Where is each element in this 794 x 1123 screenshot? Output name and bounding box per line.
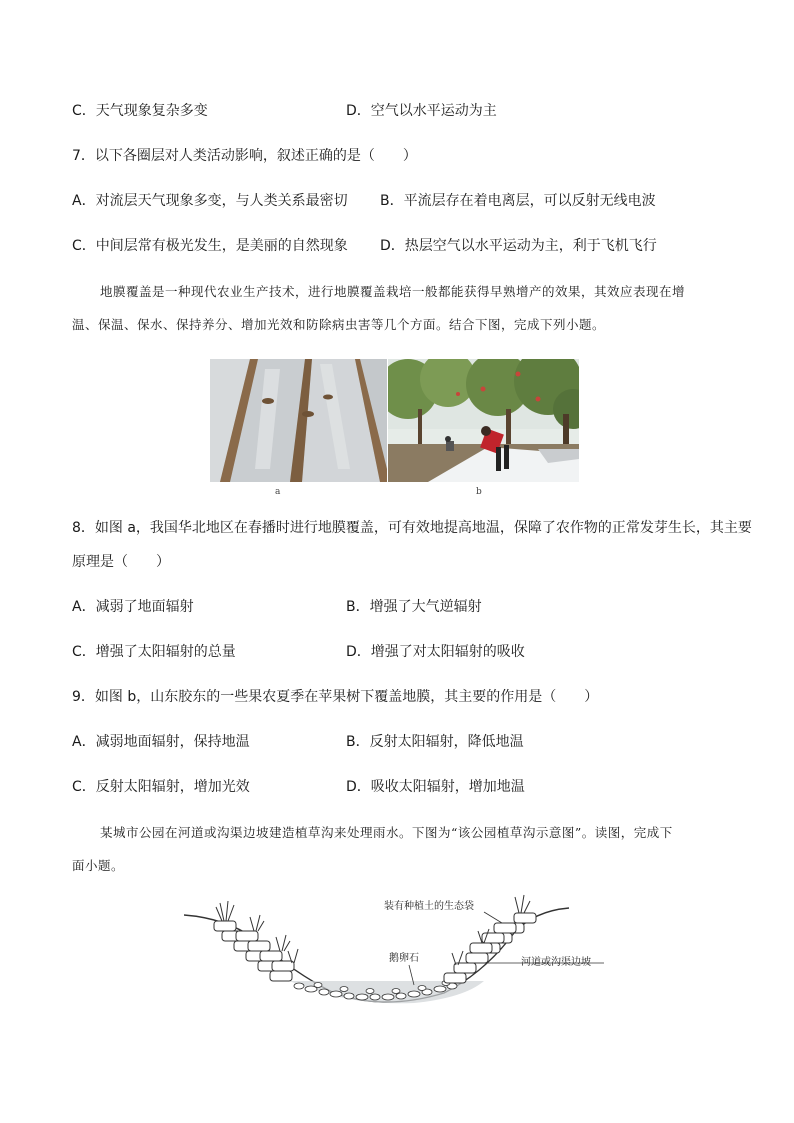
label-slope: 河道或沟渠边坡 (521, 957, 591, 968)
passage1-line1: 地膜覆盖是一种现代农业生产技术，进行地膜覆盖栽培一般都能获得早熟增产的效果，其效应表现在增 (100, 284, 686, 299)
passage2-line2: 面小题。 (72, 858, 125, 873)
photo-a-film-field (210, 359, 387, 482)
q6-option-c: C．天气现象复杂多变 (72, 103, 208, 119)
q8-option-b: B．增强了大气逆辐射 (346, 599, 482, 615)
label-eco-bag: 装有种植土的生态袋 (384, 901, 474, 912)
q7-option-c: C．中间层常有极光发生，是美丽的自然现象 (72, 238, 348, 254)
q6-option-d: D．空气以水平运动为主 (346, 103, 497, 119)
q7-stem: 7．以下各圈层对人类活动影响，叙述正确的是（ ） (72, 148, 417, 164)
q8-option-a: A．减弱了地面辐射 (72, 599, 194, 615)
photo-b-orchard-film (388, 359, 579, 482)
q8-stem-line1: 8．如图 a，我国华北地区在春播时进行地膜覆盖，可有效地提高地温，保障了农作物的正常发芽生长，其主要 (72, 520, 752, 536)
passage2-line1: 某城市公园在河道或沟渠边坡建造植草沟来处理雨水。下图为“该公园植草沟示意图”。读图，完成下 (100, 825, 673, 840)
q7-option-d: D．热层空气以水平运动为主，利于飞机飞行 (380, 238, 657, 254)
passage1-line2: 温、保温、保水、保持养分、增加光效和防除病虫害等几个方面。结合下图，完成下列小题。 (72, 317, 606, 332)
label-pebble: 鹅卵石 (389, 953, 419, 964)
q9-option-b: B．反射太阳辐射，降低地温 (346, 734, 524, 750)
q9-option-c: C．反射太阳辐射，增加光效 (72, 779, 250, 795)
grass-swale-diagram (184, 893, 614, 1023)
q8-stem-line2: 原理是（ ） (72, 554, 170, 570)
caption-b: b (476, 487, 482, 497)
q7-option-a: A．对流层天气现象多变，与人类关系最密切 (72, 193, 348, 209)
q8-option-c: C．增强了太阳辐射的总量 (72, 644, 236, 660)
caption-a: a (275, 487, 281, 497)
q9-stem: 9．如图 b，山东胶东的一些果农夏季在苹果树下覆盖地膜，其主要的作用是（ ） (72, 689, 599, 705)
q7-option-b: B．平流层存在着电离层，可以反射无线电波 (380, 193, 656, 209)
q8-option-d: D．增强了对太阳辐射的吸收 (346, 644, 525, 660)
q9-option-d: D．吸收太阳辐射，增加地温 (346, 779, 525, 795)
q9-option-a: A．减弱地面辐射，保持地温 (72, 734, 250, 750)
